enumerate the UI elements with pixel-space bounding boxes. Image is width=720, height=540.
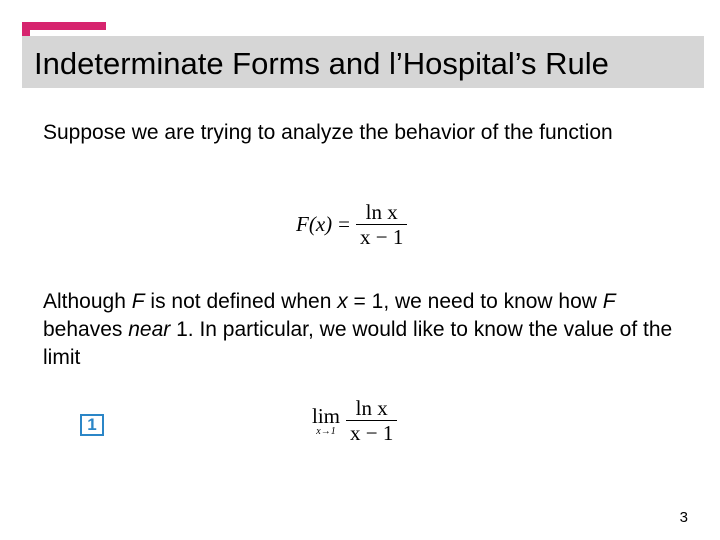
slide-title: Indeterminate Forms and l’Hospital’s Rule bbox=[34, 46, 609, 81]
page-number: 3 bbox=[679, 509, 688, 526]
equation-limit bbox=[312, 396, 397, 445]
title-accent-bar bbox=[22, 22, 106, 30]
paragraph-limit-context bbox=[43, 288, 693, 372]
text-segment: = 1, we need to know how bbox=[347, 290, 603, 313]
limit-subscript: x→1 bbox=[316, 425, 336, 437]
function-name: F bbox=[131, 290, 145, 313]
equation-function-definition bbox=[296, 200, 407, 249]
limit-word: lim bbox=[312, 403, 341, 428]
emphasis-near: near bbox=[128, 318, 171, 341]
limit-operator bbox=[312, 405, 340, 437]
fraction-numerator: ln x bbox=[365, 200, 398, 224]
fraction-denominator: x − 1 bbox=[346, 420, 397, 445]
fraction-denominator: x − 1 bbox=[356, 224, 407, 249]
equation-lhs: F(x) bbox=[296, 212, 333, 236]
text-segment: behaves bbox=[43, 318, 129, 341]
variable-name: x bbox=[337, 290, 348, 313]
fraction-numerator: ln x bbox=[355, 396, 388, 420]
text-segment: 1. In particular, we would like to know the value of the limit bbox=[43, 318, 673, 369]
equation-equals: = bbox=[338, 212, 350, 236]
equation-number-badge: 1 bbox=[80, 414, 104, 436]
function-name: F bbox=[602, 290, 616, 313]
text-segment: is not defined when bbox=[144, 290, 338, 313]
fraction bbox=[356, 200, 407, 249]
fraction bbox=[346, 396, 397, 445]
text-segment: Although bbox=[43, 290, 132, 313]
paragraph-intro: Suppose we are trying to analyze the behavior of the function bbox=[43, 121, 613, 144]
